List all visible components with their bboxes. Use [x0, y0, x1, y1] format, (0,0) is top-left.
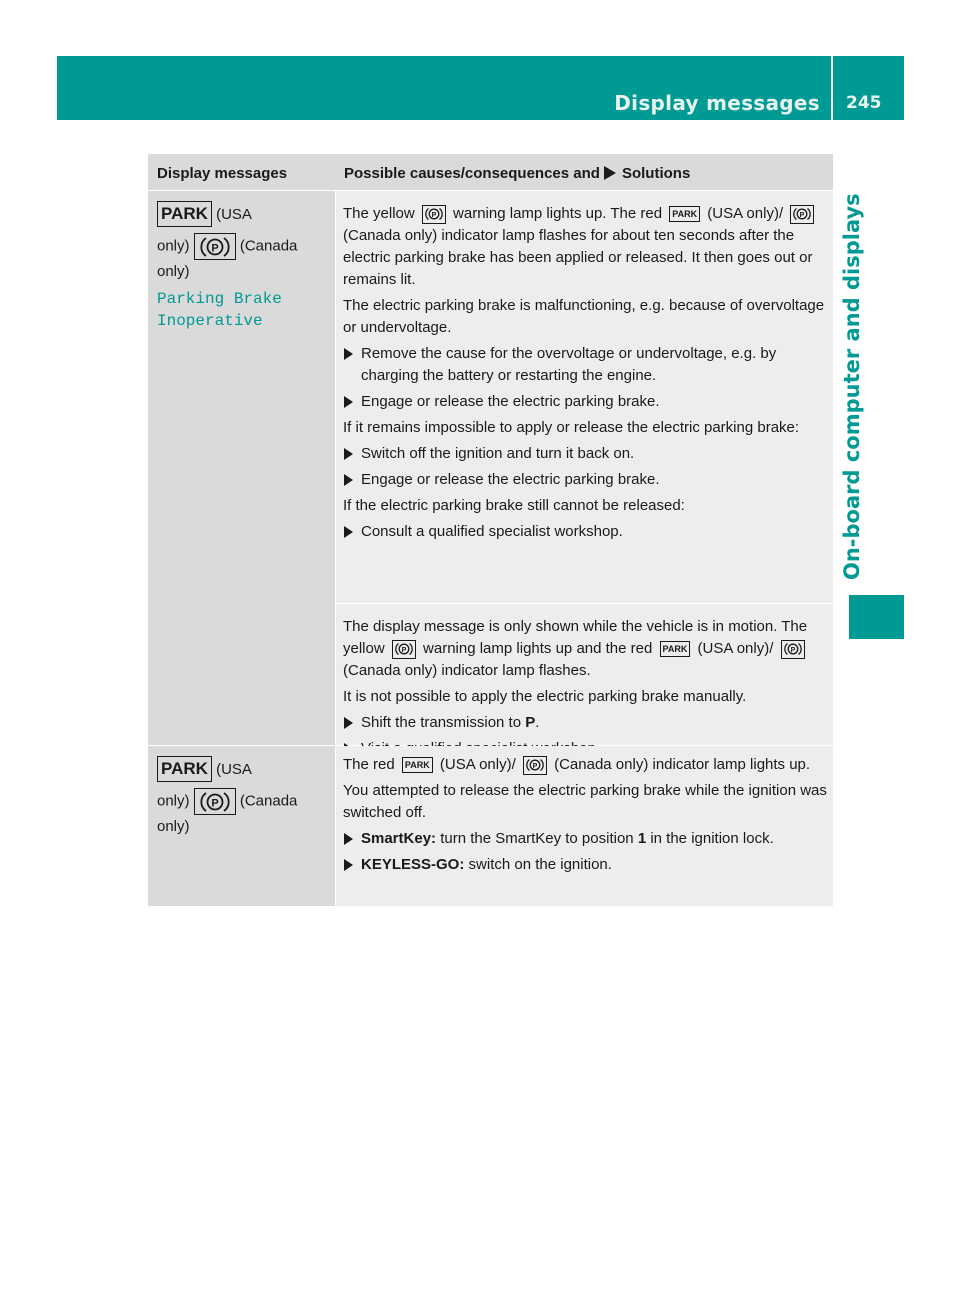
- only-label: only): [157, 818, 190, 835]
- text: (USA only)/: [439, 756, 516, 773]
- paragraph: [343, 203, 827, 291]
- paragraph: It is not possible to apply the electric parking brake manually.: [343, 688, 747, 705]
- instruction-step: [343, 712, 827, 734]
- causes-cell: [336, 191, 833, 745]
- cause-block: [336, 746, 833, 888]
- table-row: [148, 745, 833, 906]
- usa-label: (USA: [216, 206, 252, 223]
- park-icon: PARK: [669, 206, 700, 222]
- park-icon: PARK: [157, 756, 212, 782]
- step-text: [361, 854, 827, 876]
- text: The display message is only shown while the vehicle is in motion. The yellow: [343, 618, 808, 657]
- step-text: [361, 712, 827, 734]
- page-number: 245: [846, 93, 882, 113]
- svg-text:P: P: [799, 211, 805, 219]
- paragraph: [343, 616, 827, 682]
- message-cell: [148, 746, 336, 906]
- paragraph: If the electric parking brake still cannot be released:: [343, 497, 685, 514]
- text: warning lamp lights up and the red: [423, 640, 653, 657]
- chapter-tab: [849, 595, 904, 639]
- step-arrow-icon: [344, 474, 353, 486]
- park-icon: PARK: [660, 641, 691, 657]
- paragraph: [343, 754, 827, 776]
- only-label: only): [157, 792, 190, 810]
- text: 1: [637, 830, 647, 847]
- column-header-causes: [336, 154, 833, 190]
- page-title: Display messages: [614, 91, 820, 115]
- paragraph: The electric parking brake is malfunctioning, e.g. because of overvoltage or undervoltage.: [343, 297, 825, 336]
- text: (USA only)/: [707, 205, 784, 222]
- text: (Canada only) indicator lamp flashes for about ten seconds after the electric parking brake has been applied or released. It then goes out or remains lit.: [343, 227, 813, 288]
- step-text: Remove the cause for the overvoltage or undervoltage, e.g. by charging the battery or restarting the engine.: [361, 345, 777, 384]
- step-arrow-icon: [344, 396, 353, 408]
- only-label: only): [157, 263, 190, 280]
- step-arrow-icon: [344, 859, 353, 871]
- svg-text:P: P: [211, 242, 219, 254]
- paragraph: If it remains impossible to apply or release the electric parking brake:: [343, 419, 800, 436]
- step-arrow-icon: [344, 526, 353, 538]
- text: The red: [343, 756, 395, 773]
- usa-label: (USA: [216, 761, 252, 778]
- header-bar: [57, 56, 904, 120]
- text: SmartKey:: [361, 830, 437, 847]
- instruction-step: [343, 854, 827, 876]
- instruction-step: [343, 343, 827, 387]
- p-brake-icon: [194, 233, 236, 260]
- text: warning lamp lights up. The red: [453, 205, 663, 222]
- step-arrow-icon: [344, 717, 353, 729]
- text: (Canada only) indicator lamp lights up.: [554, 756, 811, 773]
- p-brake-icon: [790, 205, 814, 224]
- instruction-step: [343, 521, 827, 543]
- park-icon: PARK: [402, 757, 433, 773]
- table-header: [148, 154, 833, 191]
- instruction-step: [343, 828, 827, 850]
- step-text: Engage or release the electric parking brake.: [361, 393, 660, 410]
- p-brake-icon: [781, 640, 805, 659]
- display-message-line: Inoperative: [157, 312, 263, 330]
- p-brake-icon: [523, 756, 547, 775]
- instruction-step: [343, 469, 827, 491]
- text: switch on the ignition.: [468, 856, 612, 873]
- p-brake-icon: [392, 640, 416, 659]
- step-arrow-icon: [344, 448, 353, 460]
- header-divider: [831, 56, 833, 120]
- column-header-messages: Display messages: [157, 165, 288, 182]
- step-arrow-icon: [344, 833, 353, 845]
- paragraph: You attempted to release the electric parking brake while the ignition was switched off.: [343, 782, 827, 821]
- step-text: Consult a qualified specialist workshop.: [361, 523, 623, 540]
- svg-text:P: P: [211, 797, 219, 809]
- step-text: Switch off the ignition and turn it back on.: [361, 445, 635, 462]
- only-label: only): [157, 237, 190, 255]
- text: turn the SmartKey to position: [440, 830, 634, 847]
- step-text: Engage or release the electric parking brake.: [361, 471, 660, 488]
- gear-position: P: [525, 714, 536, 731]
- text: .: [535, 714, 540, 731]
- p-brake-icon: [194, 788, 236, 815]
- display-message-line: Parking Brake: [157, 290, 282, 308]
- text: (USA only)/: [697, 640, 774, 657]
- canada-label: (Canada: [239, 237, 298, 255]
- step-arrow-icon: [344, 348, 353, 360]
- svg-text:P: P: [431, 211, 437, 219]
- svg-text:P: P: [532, 762, 538, 770]
- text: (Canada only) indicator lamp flashes.: [343, 662, 591, 679]
- text: The yellow: [343, 205, 415, 222]
- table-row: [148, 191, 833, 745]
- column-header-solutions-text: Solutions: [621, 165, 691, 182]
- chapter-label: On-board computer and displays: [840, 193, 864, 580]
- park-icon: PARK: [157, 201, 212, 227]
- svg-text:P: P: [401, 646, 407, 654]
- text: KEYLESS-GO:: [361, 856, 465, 873]
- instruction-step: [343, 443, 827, 465]
- svg-text:P: P: [790, 646, 795, 654]
- column-header-causes-text: Possible causes/consequences and: [344, 165, 600, 182]
- p-brake-icon: [422, 205, 446, 224]
- text: Shift the transmission to: [361, 714, 522, 731]
- display-messages-table: [148, 154, 833, 906]
- instruction-step: [343, 391, 827, 413]
- step-text: [361, 828, 827, 850]
- text: in the ignition lock.: [650, 830, 774, 847]
- message-cell: [148, 191, 336, 745]
- cause-block: [336, 191, 833, 603]
- play-arrow-icon: [604, 166, 616, 180]
- causes-cell: [336, 746, 833, 906]
- canada-label: (Canada: [239, 792, 298, 810]
